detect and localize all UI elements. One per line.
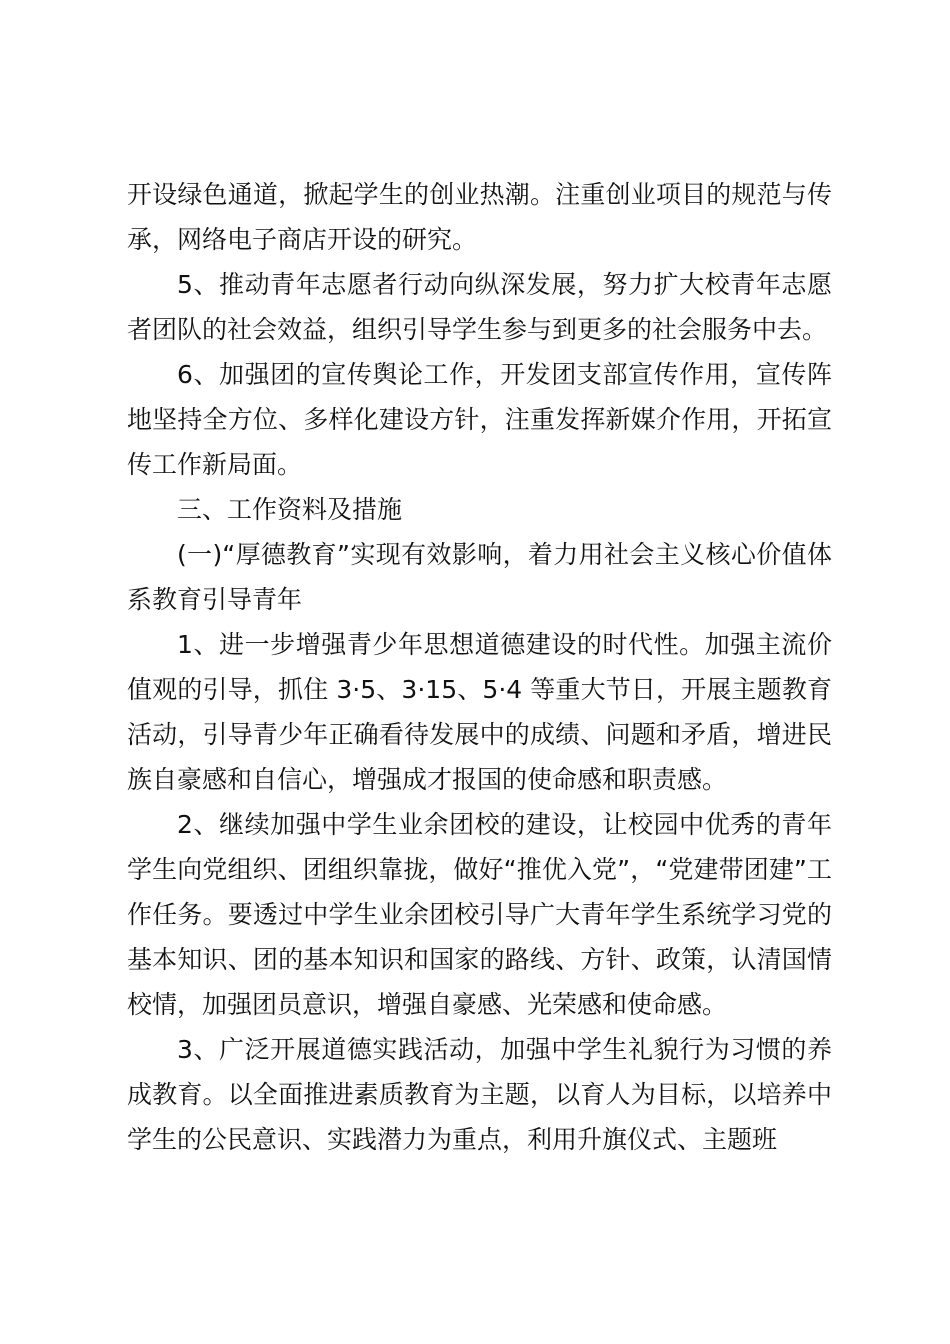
paragraph-measure-2: 2、继续加强中学生业余团校的建设，让校园中优秀的青年学生向党组织、团组织靠拢，做好“推优入党”，“党建带团建”工作任务。要透过中学生业余团校引导广大青年学生系统学习党的基本知识、团的基本知识和国家的路线、方针、政策，认清国情校情，加强团员意识，增强自豪感、光荣感和使命感。	[127, 810, 832, 1019]
body-text	[127, 172, 832, 1162]
paragraph-continuation: 开设绿色通道，掀起学生的创业热潮。注重创业项目的规范与传承，网络电子商店开设的研究。	[127, 180, 832, 254]
subsection-heading-1: (一)“厚德教育”实现有效影响，着力用社会主义核心价值体系教育引导青年	[127, 540, 832, 614]
paragraph-measure-1: 1、进一步增强青少年思想道德建设的时代性。加强主流价值观的引导，抓住 3·5、3·15、5·4 等重大节日，开展主题教育活动，引导青少年正确看待发展中的成绩、问题和矛盾，增进民族自豪感和自信心，增强成才报国的使命感和职责感。	[127, 630, 832, 794]
section-heading-3: 三、工作资料及措施	[177, 495, 403, 524]
paragraph-measure-3: 3、广泛开展道德实践活动，加强中学生礼貌行为习惯的养成教育。以全面推进素质教育为主题，以育人为目标，以培养中学生的公民意识、实践潜力为重点，利用升旗仪式、主题班	[127, 1035, 832, 1154]
paragraph-item-6: 6、加强团的宣传舆论工作，开发团支部宣传作用，宣传阵地坚持全方位、多样化建设方针，注重发挥新媒介作用，开拓宣传工作新局面。	[127, 360, 832, 479]
paragraph-item-5: 5、推动青年志愿者行动向纵深发展，努力扩大校青年志愿者团队的社会效益，组织引导学生参与到更多的社会服务中去。	[127, 270, 832, 344]
